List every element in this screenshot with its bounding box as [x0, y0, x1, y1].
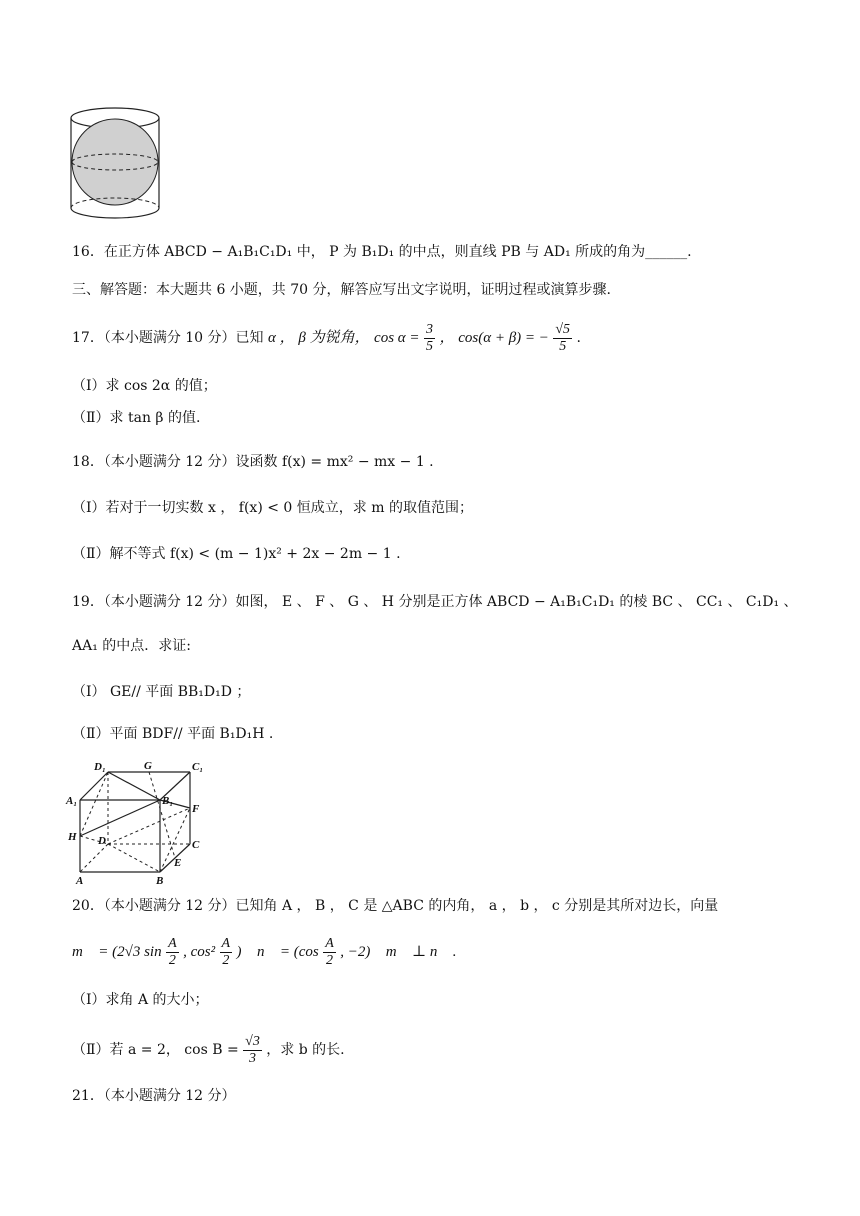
hidden-segment-HD1	[80, 772, 108, 836]
question-16: 16．在正方体 ABCD − A₁B₁C₁D₁ 中， P 为 B₁D₁ 的中点，则直线 PB 与 AD₁ 所成的角为______.	[72, 244, 692, 260]
question-21-stem: 21．（本小题满分 12 分）	[72, 1088, 236, 1104]
q20-n-frac-num: A	[325, 935, 334, 951]
q20-m-frac-2-den: 2	[222, 952, 230, 968]
q17-cos-alpha-num: 3	[426, 321, 433, 337]
section-3-heading: 三、解答题：本大题共 6 小题，共 70 分，解答应写出文字说明，证明过程或演算步骤.	[72, 282, 611, 298]
hidden-edge-DA	[80, 844, 108, 872]
q20-m-frac-1-den: 2	[168, 952, 176, 968]
q17-cos-alpha-fraction	[424, 322, 435, 355]
label-D1: D₁	[94, 761, 106, 773]
label-C: C	[192, 839, 200, 851]
q19-part-1: （Ⅰ） GE// 平面 BB₁D₁D ；	[72, 684, 251, 700]
inscribed-sphere	[72, 119, 158, 205]
q17-cos-sum-num: √5	[555, 321, 571, 337]
q17-cos-sum-fraction	[553, 322, 572, 355]
q20-m-frac-2-num: A	[221, 935, 231, 951]
label-H: H	[68, 831, 77, 843]
label-E: E	[174, 857, 182, 869]
label-F: F	[192, 803, 200, 815]
q20-m-vec: m⃗ = (2√3 sin	[72, 944, 162, 960]
q20-m-vec-tail: )， n⃗ = (cos	[236, 944, 319, 960]
q20-cosB-fraction	[243, 1034, 262, 1067]
segment-HB1	[80, 800, 160, 836]
q20-m-frac-1	[166, 936, 179, 969]
question-20-vectors	[72, 932, 820, 972]
hidden-segment-DF	[108, 808, 190, 844]
q17-cos-sum-den: 5	[559, 338, 567, 354]
q20-m-vec-mid: , cos²	[183, 944, 216, 960]
q20-cosB-num: √3	[245, 1033, 260, 1049]
q17-part-1: （Ⅰ）求 cos 2α 的值；	[72, 378, 217, 394]
question-19-stem-line-1: 19．（本小题满分 12 分）如图， E 、 F 、 G 、 H 分别是正方体 ABCD − A₁B₁C₁D₁ 的棱 BC 、 CC₁ 、 C₁D₁ 、	[72, 594, 798, 610]
q17-cos-sum-label: ， cos(α + β) = −	[439, 330, 549, 346]
question-17-stem	[72, 318, 820, 358]
q20-cosB-den: 3	[248, 1050, 256, 1066]
q18-part-1: （Ⅰ）若对于一切实数 x ， f(x) < 0 恒成立，求 m 的取值范围；	[72, 500, 473, 516]
label-B: B	[156, 875, 164, 887]
q20-n-vec-tail: , −2)， m⃗ ⊥ n⃗ .	[340, 944, 457, 960]
edge-D1A1	[80, 772, 108, 800]
hidden-segment-DB	[108, 844, 160, 872]
hidden-segment-GE	[149, 772, 175, 858]
question-19-stem-line-2: AA₁ 的中点．求证:	[72, 638, 191, 654]
q20-n-frac	[323, 936, 336, 969]
question-18-stem: 18．（本小题满分 12 分）设函数 f(x) = mx² − mx − 1 .	[72, 454, 434, 470]
q20-part-2-suffix: ，求 b 的长.	[266, 1042, 345, 1058]
label-A: A	[76, 875, 84, 887]
cylinder-bottom-front	[71, 208, 159, 218]
q17-prefix: 17．（本小题满分 10 分）已知	[72, 330, 264, 346]
q20-n-frac-den: 2	[325, 952, 333, 968]
cube-figure	[64, 760, 214, 888]
q19-part-2: （Ⅱ）平面 BDF// 平面 B₁D₁H .	[72, 726, 274, 742]
label-C1: C₁	[192, 761, 204, 773]
q17-cos-alpha-den: 5	[426, 338, 433, 354]
q20-part-2-prefix: （Ⅱ）若 a = 2， cos B =	[72, 1042, 239, 1058]
question-20-stem-line-1: 20．（本小题满分 12 分）已知角 A ， B ， C 是 △ABC 的内角， a ， b ， c 分别是其所对边长，向量	[72, 898, 719, 914]
q17-end: .	[576, 330, 581, 346]
segment-D1B1	[108, 772, 160, 800]
q20-m-frac-2	[220, 936, 233, 969]
q20-m-frac-1-num: A	[168, 935, 177, 951]
label-B1: B₁	[162, 795, 174, 807]
q20-part-2	[72, 1030, 820, 1070]
q20-part-1: （Ⅰ）求角 A 的大小；	[72, 992, 209, 1008]
q17-part-2: （Ⅱ）求 tan β 的值.	[72, 410, 201, 426]
cylinder-sphere-figure	[66, 104, 166, 222]
label-D: D	[98, 835, 106, 847]
label-G: G	[144, 760, 152, 772]
q18-part-2: （Ⅱ）解不等式 f(x) < (m − 1)x² + 2x − 2m − 1 .	[72, 546, 401, 562]
label-A1: A₁	[66, 795, 78, 807]
q17-cos-alpha-label: cos α =	[374, 330, 420, 346]
q17-alpha-beta: α ， β 为锐角，	[267, 330, 370, 346]
